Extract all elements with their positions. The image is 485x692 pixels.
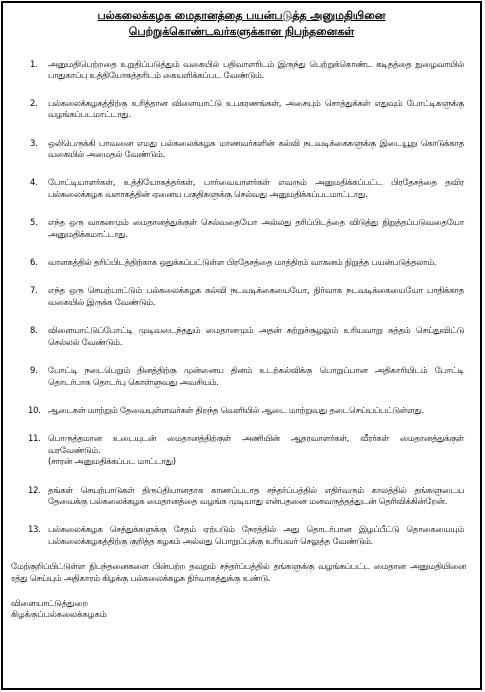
condition-number: 6. — [30, 257, 38, 268]
condition-text: விளையாட்டுப்போட்டி முடிவடைந்ததும் மைதானமும் அதன் சுற்றுச்சூழலும் உரியவாறு சுத்தம் செய்துவிட்டு செல்லல் வேண்டும். — [48, 325, 464, 347]
condition-number: 8. — [30, 325, 38, 336]
condition-item — [3, 257, 464, 268]
condition-number: 4. — [30, 177, 38, 188]
condition-item — [3, 138, 464, 161]
condition-text: பல்கலைக்கழகத்திற்கு உரித்தான விளையாட்டு உபகரணங்கள், அசையும் சொத்துக்கள் எதுவும் போட்டிகளுக்கு வழங்கப்படமாட்டாது. — [48, 97, 464, 120]
condition-number: 12. — [28, 484, 41, 495]
condition-item — [3, 433, 464, 467]
condition-number: 2. — [30, 97, 38, 108]
condition-text: ஒலிபெருக்கி பாவனை எமது பல்கலைக்கழக மாணவர்களின் கல்வி நடவடிக்கைகளுக்கு இடையூறு கொடுக்காத வகையில் அமைதல் வேண்டும். — [48, 137, 464, 160]
condition-text: அனுமதிபெற்றதை உறுதிப்படுத்தும் வகையில் பதிவாளரிடம் இருந்து பெற்றுக்கொண்ட கடிதத்தை நுழைவாயில் பாதுகாப்பு உத்தியோகத்தரிடம் கையளிக்கப்பட வேண்டும். — [48, 59, 464, 81]
condition-note: (சாரன் அனுமதிக்கப்பட மாட்டாது) — [48, 456, 176, 467]
condition-number: 11. — [28, 433, 41, 444]
condition-item — [3, 485, 464, 508]
condition-text: போட்டியாளர்கள், உத்தியோகத்தர்கள், பார்வையாளர்கள் எவரும் அனுமதிக்கப்பட்ட பிரதேசத்தை தவிர பல்கலைக்கழக வளாகத்தின் ஏனைய பகுதிகளுக்கு செல்வது அனுமதிக்கப்படமாட்டாது. — [48, 177, 464, 199]
document-title-line1: பல்கலைக்கழக மைதானத்தை பயன்படுத்த அனுமதியினை — [97, 9, 386, 22]
condition-number: 5. — [30, 217, 38, 228]
condition-number: 10. — [28, 404, 41, 415]
condition-number: 7. — [30, 285, 38, 296]
condition-text: போட்டி நடைபெறும் தினத்திற்கு முன்னைய தினம் உடற்கல்விக்கு பொறுப்பான அதிகாரியிடம் போட்டி தொடர்பாக தொடர்பு கொள்ளுவது அவசியம். — [48, 365, 464, 387]
condition-number: 13. — [28, 524, 41, 535]
document-page — [1, 1, 482, 690]
signature-university: கிழக்குப்பல்கலைக்கழகம் — [11, 609, 107, 620]
condition-text: வாளகத்தில் தரிப்பிடத்திற்காக ஒதுக்கப்பட்டுள்ள பிரதேசத்தை மாத்திரம் வாகனம் நிறுத்த பயன்படுத்தலாம். — [48, 257, 437, 268]
signature-department: விளையாட்டுத்துறை — [11, 597, 89, 608]
condition-text: பல்கலைக்கழக செத்துக்களுக்கு சேதம் ஏற்படும் நேரத்தில் அது தொடர்பான இழப்பீட்டு தொகையையும் பல்கலைக்கழகத்திற்கு குறித்த கழகம் அல்லது பொறுப்புக்கு உரியவர் செலுத்த வேண்டும். — [48, 524, 464, 546]
condition-item — [3, 405, 464, 416]
condition-number: 9. — [30, 365, 38, 376]
condition-item — [3, 59, 464, 82]
condition-text: எந்த ஒரு செயற்பாட்டும் பல்கலைக்கழக கல்வி நடவடிக்கையையோ, நிர்வாக நடவடிக்கையையோ பாதிக்காத வகையில் இருக்க வேண்டும். — [48, 285, 464, 307]
condition-item — [3, 325, 464, 348]
condition-text: தங்கள் செயற்பாடுகள் திருப்தியானதாக காணப்படாத சந்தர்ப்பத்தில் எதிர்வரும் காலத்தில் தங்களுடைய தேவைக்கு பல்கலைக்கழக மைதானத்தை வழங்க முடியாது என்பதனை மனவருத்தத்துடன் தெரிவிக்கின்றேன். — [48, 484, 464, 506]
condition-item — [3, 98, 464, 121]
condition-item — [3, 177, 464, 200]
conditions-list — [3, 59, 464, 547]
closing-paragraph: மேற்குறிப்பிட்டுள்ள நிபந்தனைகளை பின்பற்ற தவறும் சந்தர்ப்பத்தில் தங்களுக்கு வழங்கப்பட்ட மைதான அனுமதியினை ரத்து செய்யும் அதிகாரம் கிழக்கு பல்கலைக்கழக நிர்வாகத்துக்கு உண்டு. — [11, 561, 466, 583]
condition-item — [3, 285, 464, 308]
condition-item — [3, 365, 464, 388]
condition-text: பொருத்தமான உடையுடன் மைதானத்திற்குள் அணியின் ஆதரவாளர்கள், வீரர்கள் மைதானத்துக்குள் வரவேண்டும். — [48, 433, 464, 455]
condition-text: ஆடைகள் மாற்றும் தேவையுள்ளவர்கள் திறந்த வெளியில் ஆடை மாற்றுவது தடைசெய்யப்பட்டுள்ளது. — [48, 404, 425, 415]
condition-number: 1. — [30, 59, 38, 69]
condition-item — [3, 524, 464, 547]
signature-block — [11, 598, 480, 621]
condition-item — [3, 217, 464, 240]
condition-text: எந்த ஒரு வாகனமும் மைதானத்துக்குள் செல்வதையோ அல்லது தரிப்பிடத்தை விடுத்து நிறுத்தப்படுவதையோ அனுமதிக்கமாட்டாது. — [48, 217, 464, 239]
document-title-line2: பெற்றுக்கொண்டவர்களுக்கான நிபந்தனைகள் — [128, 25, 355, 38]
condition-number: 3. — [30, 137, 38, 148]
